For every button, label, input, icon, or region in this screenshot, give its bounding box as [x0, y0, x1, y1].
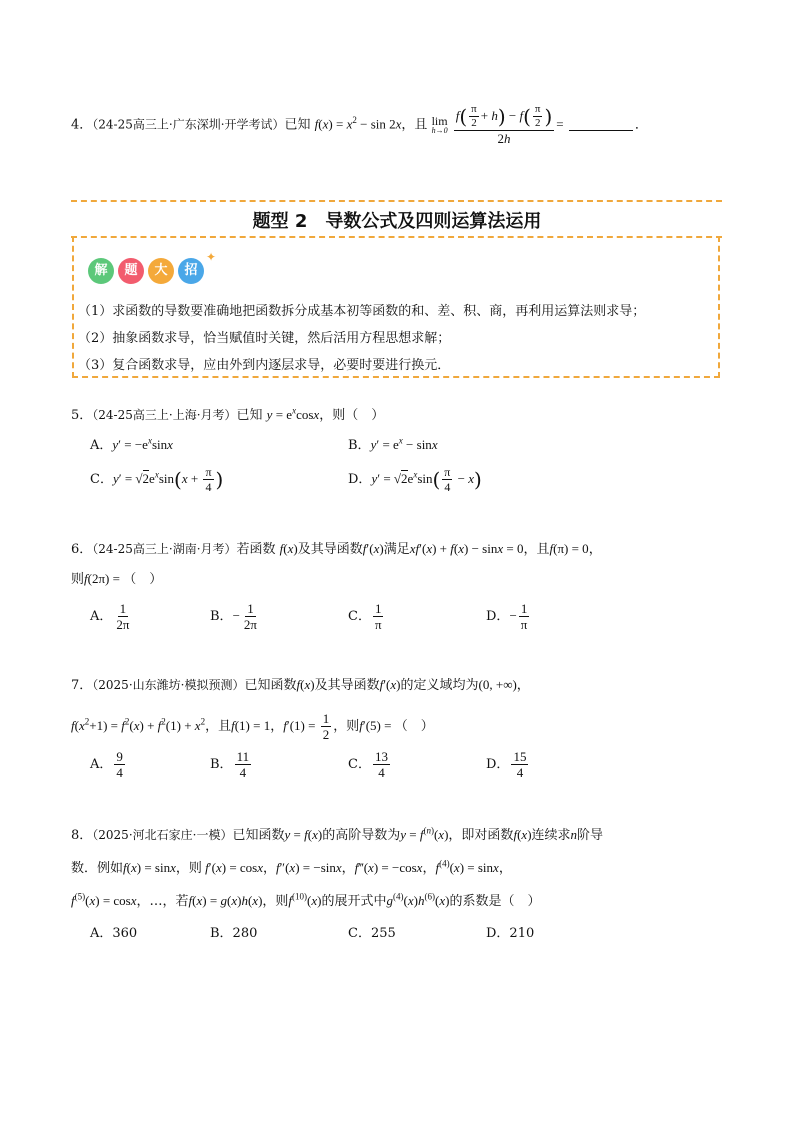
- question-text: 及其导函数: [297, 542, 363, 557]
- question-text: ，: [588, 542, 602, 557]
- option-a[interactable]: A． $\frac{9}{4}$: [90, 749, 123, 780]
- question-text: ，则: [262, 894, 289, 909]
- limit-fraction: f( $\frac{\pi}{2}$ + h) − f( $\frac{\pi}{2}$ ) 2h: [455, 103, 553, 146]
- option-a[interactable]: A． $\frac{1}{2\pi}$: [90, 601, 130, 632]
- question-source: （2025·山东潍坊·模拟预测）: [92, 678, 245, 692]
- question-text: ，…，若: [136, 894, 189, 909]
- question-text: 数．例如: [71, 861, 124, 876]
- question-text: 的高阶导数为: [322, 828, 401, 843]
- question-text: ，且: [401, 117, 428, 133]
- option-b[interactable]: B． $\frac{11}{4}$: [210, 749, 250, 780]
- option-label: B．: [210, 609, 233, 624]
- question-text: 已知: [284, 117, 311, 133]
- question-text: （ ）: [123, 572, 163, 587]
- option-label: C．: [348, 609, 371, 624]
- option-d[interactable]: D．− $\frac{1}{\pi}$: [486, 601, 528, 632]
- question-text: ，则: [333, 719, 360, 734]
- option-b[interactable]: B．280: [210, 926, 258, 941]
- question-text: 的展开式中: [321, 894, 387, 909]
- question-text: 已知函数: [244, 678, 297, 693]
- math-expression: f: [314, 116, 319, 132]
- option-d[interactable]: D．$y' = √2e^x\sin$( $\frac{\pi}{4}$ − x): [348, 465, 482, 494]
- question-source: （24-25高三上·广东深圳·开学考试）: [92, 117, 285, 132]
- question-text: 的定义域均为: [400, 678, 479, 693]
- option-label: A．: [90, 757, 113, 772]
- question-text: ，即对函数: [448, 828, 514, 843]
- section-divider: [71, 200, 722, 202]
- question-8-line-2: 数．例如f(x) = sinx，则 f′(x) = cosx，f″(x) = −sinx，f‴(x) = −cosx，$f^{(4)}(x) = \sin x$，: [71, 858, 512, 876]
- question-8: 8．（2025·河北石家庄·一模）已知函数y = f(x)的高阶导数为$y = f^{(n)}(x)$，即对函数f(x)连续求n阶导: [71, 825, 604, 843]
- option-d[interactable]: D． $\frac{15}{4}$: [486, 749, 527, 780]
- question-text: ，且: [205, 719, 232, 734]
- question-5: 5．（24-25高三上·上海·月考）已知 $y = e^x\cos x$，则（ ）: [71, 405, 385, 423]
- option-d[interactable]: D．210: [486, 926, 535, 941]
- option-label: D．: [486, 757, 510, 772]
- question-number: 7．: [71, 678, 93, 693]
- question-number: 5．: [71, 408, 93, 423]
- section-title: 题型 2 导数公式及四则运算法运用: [252, 211, 542, 232]
- question-6-line-2: 则f(2π) = （ ）: [71, 571, 163, 587]
- option-b[interactable]: B．− $\frac{1}{2\pi}$: [210, 601, 257, 632]
- option-label: B．: [348, 438, 371, 453]
- question-7-line-2: $f(x^2+1) = f^2(x) + f^2(1) + x^2$，且f(1) = 1，f′(1) = $\frac{1}{2}$ ，则f′(5) = （ ）: [71, 711, 434, 742]
- question-text: 及其导函数: [314, 678, 380, 693]
- question-source: （24-25高三上·上海·月考）: [92, 408, 237, 422]
- option-label: A．: [90, 609, 113, 624]
- tips-badge-2: 题: [118, 258, 144, 284]
- question-7: 7．（2025·山东潍坊·模拟预测）已知函数f(x)及其导函数f′(x)的定义域均为(0, +∞)，: [71, 677, 530, 693]
- option-label: C．: [348, 757, 371, 772]
- question-text: ，且: [523, 542, 550, 557]
- question-number: 8．: [71, 828, 93, 843]
- tips-badge-4: 招: [178, 258, 204, 284]
- tips-badge-1: 解: [88, 258, 114, 284]
- question-text: 阶导: [577, 828, 604, 843]
- answer-blank[interactable]: [569, 130, 633, 131]
- question-text: 若函数: [236, 542, 276, 557]
- option-c[interactable]: C． $\frac{13}{4}$: [348, 749, 388, 780]
- option-label: B．: [210, 757, 233, 772]
- question-text: ．: [634, 117, 648, 133]
- question-source: （2025·河北石家庄·一模）: [92, 828, 233, 842]
- question-6: 6．（24-25高三上·湖南·月考）若函数 f(x)及其导函数f′(x)满足xf′(x) + f(x) − sinx = 0，且f(π) = 0，: [71, 541, 602, 557]
- question-text: （ ）: [394, 719, 434, 734]
- tips-badge-3: 大: [148, 258, 174, 284]
- option-a[interactable]: A．360: [90, 926, 138, 941]
- question-text: 已知: [236, 408, 263, 423]
- option-c[interactable]: C．$y' = √2e^x\sin(x$ + $\frac{\pi}{4}$ ): [90, 465, 224, 494]
- tips-line-1: （1）求函数的导数要准确地把函数拆分成基本初等函数的和、差、积、商，再利用运算法则求导；: [78, 304, 646, 319]
- question-text: ，: [516, 678, 530, 693]
- question-text: 已知函数: [232, 828, 285, 843]
- question-number: 4．: [71, 117, 93, 133]
- question-text: ，则（ ）: [319, 408, 385, 423]
- option-a[interactable]: A．$y' = -e^x\sin x$: [90, 435, 173, 453]
- tips-line-3: （3）复合函数求导，应由外到内逐层求导，必要时要进行换元．: [78, 358, 451, 373]
- question-number: 6．: [71, 542, 93, 557]
- option-c[interactable]: C．255: [348, 926, 396, 941]
- option-c[interactable]: C． $\frac{1}{\pi}$: [348, 601, 382, 632]
- option-b[interactable]: B．$y' = e^x - \sin x$: [348, 435, 438, 453]
- question-text: 满足: [383, 542, 410, 557]
- question-source: （24-25高三上·湖南·月考）: [92, 542, 237, 556]
- option-label: A．: [90, 438, 113, 453]
- tips-line-2: （2）抽象函数求导，恰当赋值时关键，然后活用方程思想求解；: [78, 331, 451, 346]
- sparkle-icon: ✦: [206, 250, 217, 264]
- option-label: D．: [486, 609, 510, 624]
- option-label: D．: [348, 472, 372, 487]
- question-text: ，: [270, 719, 284, 734]
- question-text: 的系数是（ ）: [449, 894, 541, 909]
- question-4: 4．（24-25高三上·广东深圳·开学考试）已知 $f(x) = x^2 - \sin 2x$，且 lim h→0 f( $\frac{\pi}{2}$ + h) − f( $\frac{\pi}{2}$ ) 2h = ．: [71, 103, 648, 146]
- limit-symbol: lim h→0: [431, 114, 448, 135]
- option-label: C．: [90, 472, 113, 487]
- question-text: 则: [71, 572, 85, 587]
- question-8-line-3: $f^{(5)}(x) = \cos x$，…，若f(x) = g(x)h(x)，则$f^{(10)}(x)$的展开式中$g^{(4)}(x)h^{(6)}(x)$的系数是（ ）: [71, 891, 541, 909]
- question-text: 连续求: [531, 828, 571, 843]
